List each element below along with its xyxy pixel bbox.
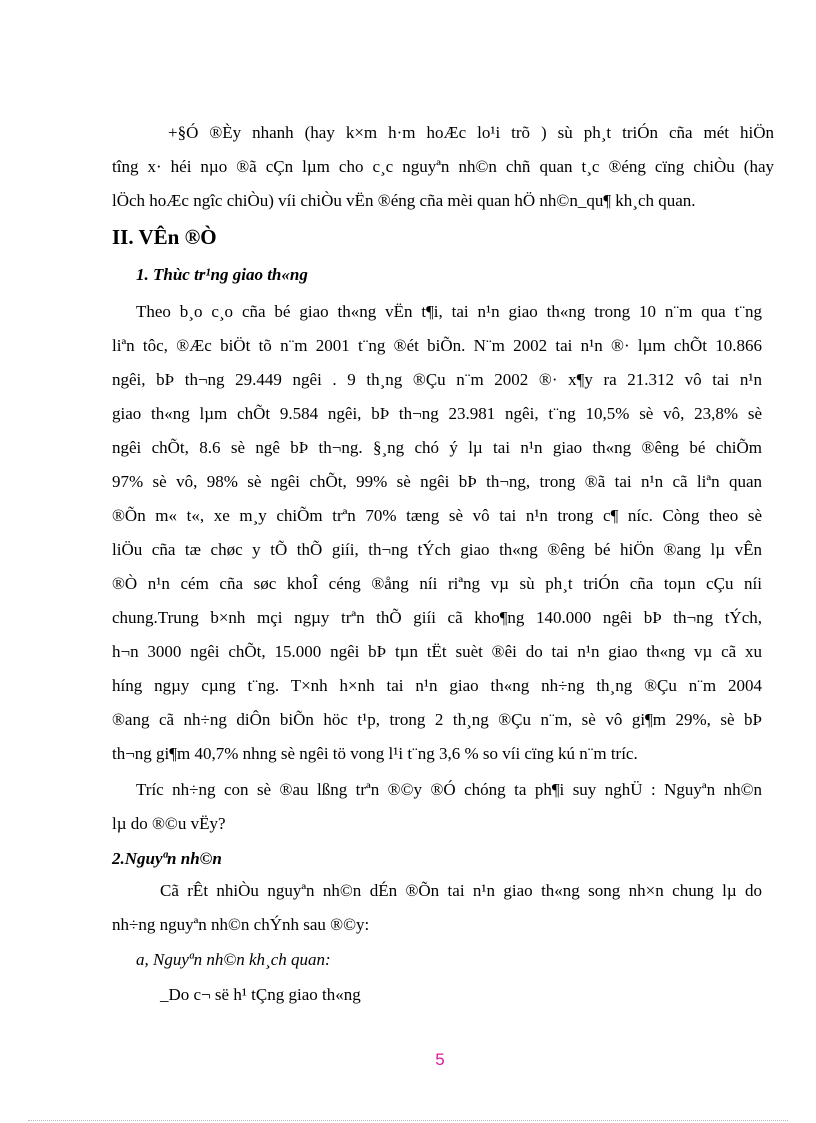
list-item-infrastructure: _Do c¬ së h¹ tÇng giao th«ng xyxy=(160,985,361,1004)
paragraph-3-line-1: Tríc nh÷ng con sè ®au lßng trªn ®©y ®Ó chóng ta ph¶i suy nghÜ : Nguyªn nh©n xyxy=(136,780,762,799)
paragraph-2-line-14: th¬ng gi¶m 40,7% nhng sè ngêi tö vong l¹i t¨ng 3,6 % so víi cïng kú n¨m tríc. xyxy=(112,744,638,763)
subheading-causes: 2.Nguyªn nh©n xyxy=(112,849,222,868)
paragraph-2-line-13: ®ang cã nh÷ng diÔn biÕn höc t¹p, trong 2 th¸ng ®Çu n¨m, sè vô gi¶m 29%, sè bÞ xyxy=(112,710,762,729)
paragraph-4-line-1: Cã rÊt nhiÒu nguyªn nh©n dÉn ®Õn tai n¹n giao th«ng song nh×n chung lµ do xyxy=(160,881,762,900)
page-bottom-divider xyxy=(28,1120,788,1121)
paragraph-2-line-7: ®Õn m« t«, xe m¸y chiÕm trªn 70% tæng sè vô tai n¹n trong c¶ níc. Còng theo sè xyxy=(112,506,762,525)
paragraph-2-line-4: giao th«ng lµm chÕt 9.584 ngêi, bÞ th¬ng 23.981 ngêi, t¨ng 10,5% sè vô, 23,8% sè xyxy=(112,404,762,423)
paragraph-1-line-1: +§Ó ®Èy nhanh (hay k×m h·m hoÆc lo¹i trõ ) sù ph¸t triÓn cña mét hiÖn xyxy=(168,123,774,142)
paragraph-2-line-6: 97% sè vô, 98% sè ngêi chÕt, 99% sè ngêi bÞ th¬ng, trong ®ã tai n¹n cã liªn quan xyxy=(112,472,762,491)
paragraph-2-line-12: híng ngµy cµng t¨ng. T×nh h×nh tai n¹n giao th«ng nh÷ng th¸ng ®Çu n¨m 2004 xyxy=(112,676,762,695)
paragraph-3-line-2: lµ do ®©u vËy? xyxy=(112,814,226,833)
paragraph-1-line-2: tîng x· héi nµo ®ã cÇn lµm cho c¸c nguyªn nh©n chñ quan t¸c ®éng cïng chiÒu (hay xyxy=(112,157,774,176)
paragraph-2-line-9: ®Ò n¹n cém cña søc khoÎ céng ®ång níi riªng vµ sù ph¸t triÓn cña toµn cÇu níi xyxy=(112,574,762,593)
paragraph-2-line-1: Theo b¸o c¸o cña bé giao th«ng vËn t¶i, tai n¹n giao th«ng trong 10 n¨m qua t¨ng xyxy=(136,302,762,321)
section-heading: II. VÊn ®Ò xyxy=(112,225,217,249)
paragraph-2-line-8: liÖu cña tæ chøc y tÕ thÕ giíi, th¬ng tÝch giao th«ng ®êng bé hiÖn ®ang lµ vÊn xyxy=(112,540,762,559)
paragraph-1-line-3: lÖch hoÆc ngîc chiÒu) víi chiÒu vËn ®éng cña mèi quan hÖ nh©n_qu¶ kh¸ch quan. xyxy=(112,191,696,210)
page-number: 5 xyxy=(435,1050,445,1069)
subheading-objective-causes: a, Nguyªn nh©n kh¸ch quan: xyxy=(136,950,331,969)
paragraph-4-line-2: nh÷ng nguyªn nh©n chÝnh sau ®©y: xyxy=(112,915,370,934)
paragraph-2-line-5: ngêi chÕt, 8.6 sè ngê bÞ th¬ng. §¸ng chó ý lµ tai n¹n giao th«ng ®êng bé chiÕm xyxy=(112,438,762,457)
subheading-current-state: 1. Thùc tr¹ng giao th«ng xyxy=(136,265,308,284)
paragraph-2-line-11: h¬n 3000 ngêi chÕt, 15.000 ngêi bÞ tµn tËt suèt ®êi do tai n¹n giao th«ng vµ cã xu xyxy=(112,642,762,661)
paragraph-2-line-2: liªn tôc, ®Æc biÖt tõ n¨m 2001 t¨ng ®ét biÕn. N¨m 2002 tai n¹n ®· lµm chÕt 10.866 xyxy=(112,336,762,355)
paragraph-2-line-3: ngêi, bÞ th¬ng 29.449 ngêi . 9 th¸ng ®Çu n¨m 2002 ®· x¶y ra 21.312 vô tai n¹n xyxy=(112,370,762,389)
paragraph-2-line-10: chung.Trung b×nh mçi ngµy trªn thÕ giíi cã kho¶ng 140.000 ngêi bÞ th¬ng tÝch, xyxy=(112,608,762,627)
